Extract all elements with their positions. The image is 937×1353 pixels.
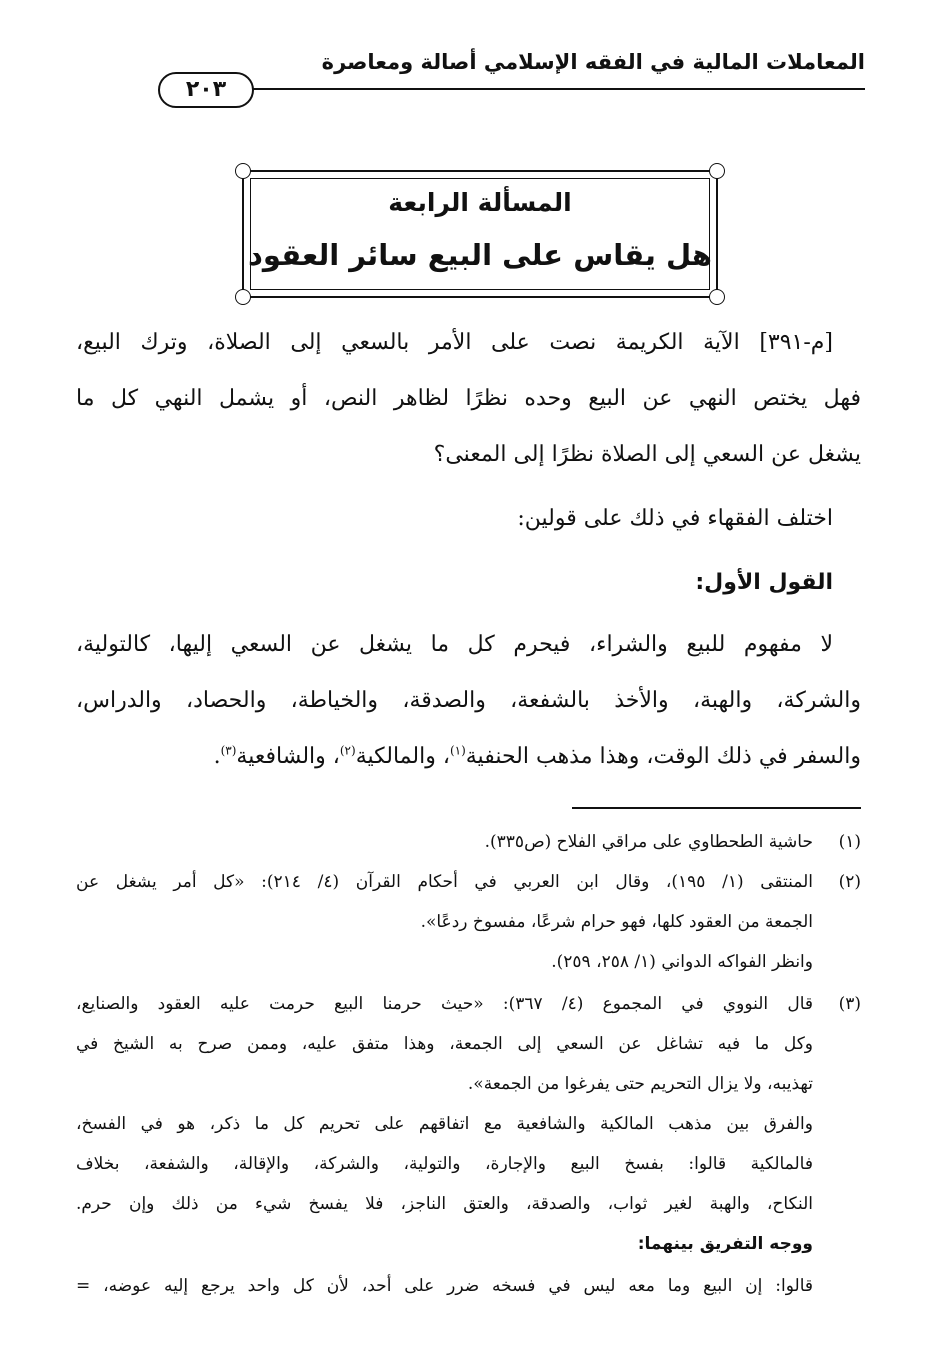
footnote-line: والفرق بين مذهب المالكية والشافعية مع اتفاقهم على تحريم كل ما ذكر، هو في الفسخ، bbox=[76, 1114, 813, 1134]
frame-corner-ornament-icon bbox=[709, 163, 725, 179]
body-text: . bbox=[213, 744, 221, 769]
footnote-line: قال النووي في المجموع (٤/ ٣٦٧): «حيث حرمنا البيع حرمت عليه العقود والصنايع، bbox=[76, 994, 814, 1014]
footnote-number: (٣) bbox=[838, 994, 861, 1014]
footnote-line: قالوا: إن البيع وما معه ليس في فسخه ضرر على أحد، لأن كل واحد يرجع إليه عوضه، = bbox=[76, 1276, 813, 1296]
page-number: ٢٠٣ bbox=[158, 72, 254, 108]
header-rule bbox=[230, 88, 865, 90]
footnote-line: حاشية الطحطاوي على مراقي الفلاح (ص٣٣٥). bbox=[484, 832, 813, 852]
body-line: والشركة، والهبة، والأخذ بالشفعة، والصدقة، والخياطة، والحصاد، والدراس، bbox=[76, 688, 861, 713]
body-line: لا مفهوم للبيع والشراء، فيحرم كل ما يشغل عن السعي إليها، كالتولية، bbox=[76, 632, 833, 657]
body-line bbox=[214, 744, 861, 769]
frame-corner-ornament-icon bbox=[709, 289, 725, 305]
section-title-line-2: هل يقاس على البيع سائر العقود bbox=[248, 238, 712, 272]
body-line: يشغل عن السعي إلى الصلاة نظرًا إلى المعنى؟ bbox=[433, 442, 861, 467]
running-title: المعاملات المالية في الفقه الإسلامي أصالة ومعاصرة bbox=[321, 50, 865, 74]
frame-corner-ornament-icon bbox=[235, 289, 251, 305]
section-title-line-1: المسألة الرابعة bbox=[388, 188, 572, 217]
footnote-line: المنتقى (١/ ١٩٥)، وقال ابن العربي في أحكام القرآن (٤/ ٢١٤): «كل أمر يشغل عن bbox=[76, 872, 813, 892]
body-line: [م-٣٩١] الآية الكريمة نصت على الأمر بالسعي إلى الصلاة، وترك البيع، bbox=[76, 330, 833, 355]
footnote-line: فالمالكية قالوا: بفسخ البيع والإجارة، والتولية، والشركة، والإقالة، والشفعة، بخلاف bbox=[76, 1154, 813, 1174]
footnote-separator bbox=[572, 807, 861, 809]
body-text: ، والشافعية bbox=[236, 744, 340, 769]
body-line: اختلف الفقهاء في ذلك على قولين: bbox=[517, 506, 833, 531]
footnote-line: وكل ما فيه تشاغل عن السعي إلى الجمعة، وهذا متفق عليه، وممن صرح به الشيخ في bbox=[76, 1034, 813, 1054]
footnote-line: النكاح، والهبة لغير ثواب، والصدقة، والعتق الناجز، فلا يفسخ شيء من ذلك وإن حرم. bbox=[76, 1194, 813, 1214]
footnote-number: (١) bbox=[838, 832, 861, 852]
footnote-number: (٢) bbox=[838, 872, 861, 892]
section-title-frame bbox=[242, 170, 718, 298]
body-text: والسفر في ذلك الوقت، وهذا مذهب الحنفية bbox=[465, 744, 861, 769]
footnote-subheading: ووجه التفريق بينهما: bbox=[637, 1234, 813, 1254]
footnote-ref[interactable]: (٢) bbox=[339, 743, 356, 758]
footnote-ref[interactable]: (٣) bbox=[220, 743, 237, 758]
subheading: القول الأول: bbox=[695, 570, 833, 595]
body-line: فهل يختص النهي عن البيع وحده نظرًا لظاهر النص، أو يشمل النهي كل ما bbox=[76, 386, 861, 411]
frame-corner-ornament-icon bbox=[235, 163, 251, 179]
footnote-ref[interactable]: (١) bbox=[449, 743, 466, 758]
footnote-line: وانظر الفواكه الدواني (١/ ٢٥٨، ٢٥٩). bbox=[551, 952, 813, 972]
footnote-line: الجمعة من العقود كلها، فهو حرام شرعًا، مفسوخ ردعًا». bbox=[420, 912, 813, 932]
footnote-line: تهذيبه، ولا يزال التحريم حتى يفرغوا من الجمعة». bbox=[467, 1074, 813, 1094]
body-text: ، والمالكية bbox=[355, 744, 450, 769]
